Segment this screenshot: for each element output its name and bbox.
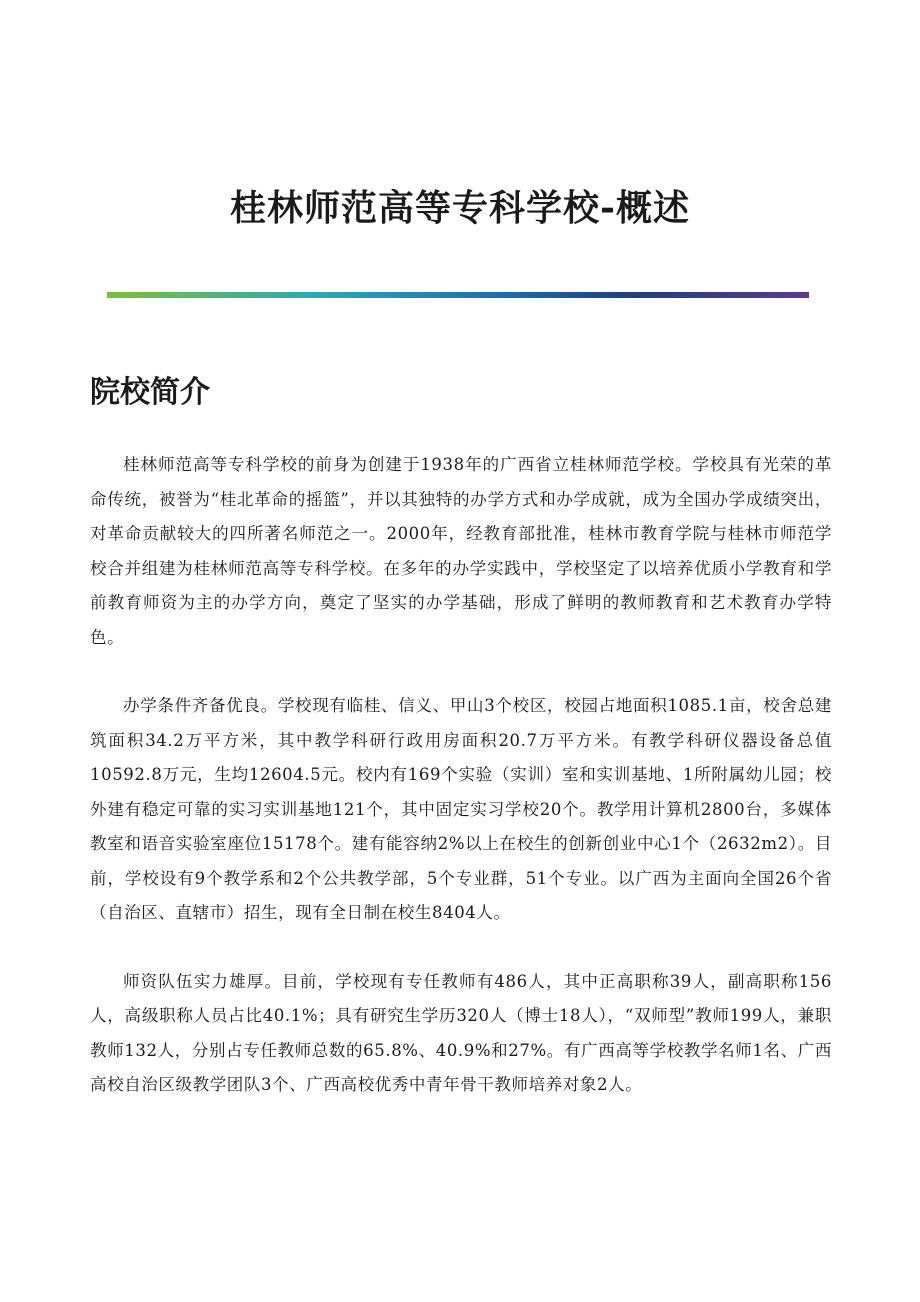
page-title: 桂林师范高等专科学校-概述 <box>230 187 690 229</box>
paragraph-facilities: 办学条件齐备优良。学校现有临桂、信义、甲山3个校区，校园占地面积1085.1亩，校舍总建筑面积34.2万平方米，其中教学科研行政用房面积20.7万平方米。有教学科研仪器设备总值10592.8万元，生均12604.5元。校内有169个实验（实训）室和实训基地、1所附属幼儿园；校外建有稳定可靠的实习实训基地121个，其中固定实习学校20个。教学用计算机2800台，多媒体教室和语音实验室座位15178个。建有能容纳2%以上在校生的创新创业中心1个（2632m2）。目前，学校设有9个教学系和2个公共教学部，5个专业群，51个专业。以广西为主面向全国26个省（自治区、直辖市）招生，现有全日制在校生8404人。 <box>90 696 832 922</box>
document-body <box>90 448 832 1137</box>
paragraph-faculty: 师资队伍实力雄厚。目前，学校现有专任教师有486人，其中正高职称39人，副高职称156人，高级职称人员占比40.1%；具有研究生学历320人（博士18人），“双师型”教师199人，兼职教师132人，分别占专任教师总数的65.8%、40.9%和27%。有广西高等学校教学名师1名、广西高校自治区级教学团队3个、广西高校优秀中青年骨干教师培养对象2人。 <box>90 971 832 1094</box>
section-heading: 院校简介 <box>90 375 210 410</box>
paragraph-history: 桂林师范高等专科学校的前身为创建于1938年的广西省立桂林师范学校。学校具有光荣的革命传统，被誉为“桂北革命的摇篮”，并以其独特的办学方式和办学成就，成为全国办学成绩突出，对革命贡献较大的四所著名师范之一。2000年，经教育部批准，桂林市教育学院与桂林市师范学校合并组建为桂林师范高等专科学校。在多年的办学实践中，学校坚定了以培养优质小学教育和学前教育师资为主的办学方向，奠定了坚实的办学基础，形成了鲜明的教师教育和艺术教育办学特色。 <box>90 455 832 647</box>
title-divider <box>107 292 809 298</box>
